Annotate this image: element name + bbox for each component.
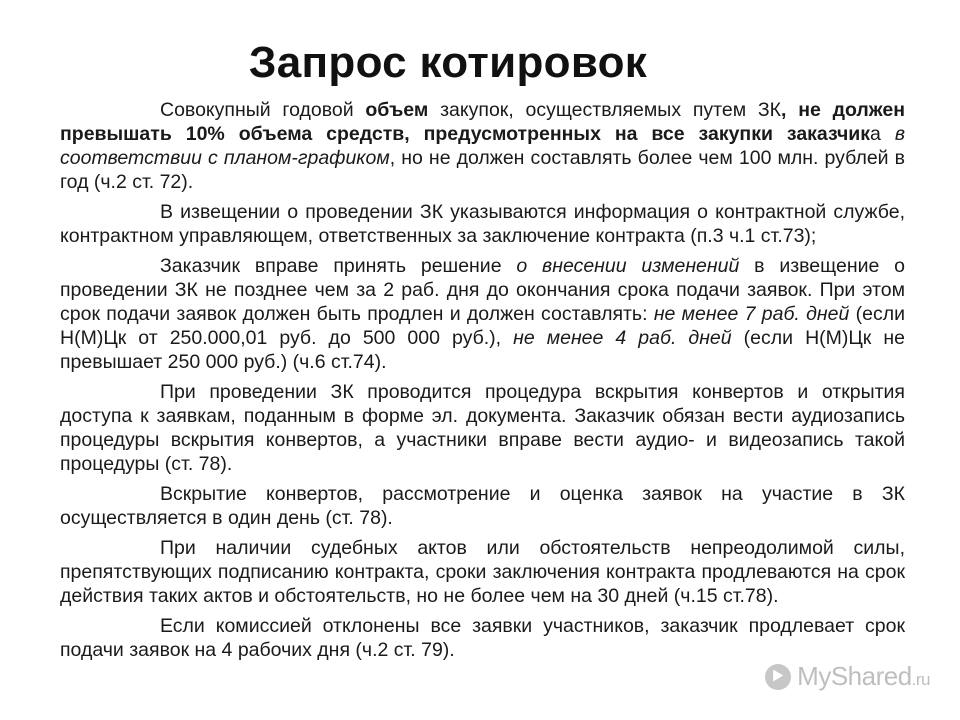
text-run: При проведении ЗК проводится процедура вскрытия конвертов и открытия доступа к заявкам, поданным в форме эл. документа. Заказчик обязан вести аудиозапись процедуры вскрытия конвертов, а участники вправе вести аудио- и видеозапись такой процедуры (ст. 78). <box>60 381 905 475</box>
text-run: В извещении о проведении ЗК указываются информация о контрактной службе, контрактном управляющем, ответственных за заключение контракта (п.3 ч.1 ст.73); <box>60 201 905 247</box>
text-run: (если Н(М)Цк от 250.000,01 руб. до 500 000 руб.), <box>60 303 905 349</box>
paragraph <box>60 536 905 608</box>
text-run: (если Н(М)Цк не превышает 250 000 руб.) (ч.6 ст.74). <box>60 327 905 373</box>
paragraph <box>60 614 905 662</box>
text-run: а <box>870 123 895 145</box>
italic-run: о внесении изменений <box>516 255 740 277</box>
text-run: в извещение о проведении ЗК не позднее чем за 2 раб. дня до окончания срока подачи заявок. При этом срок подачи заявок должен быть продлен и должен составлять: <box>60 255 905 325</box>
italic-run: не менее 4 раб. дней <box>513 327 732 349</box>
watermark <box>765 661 930 692</box>
paragraph <box>60 98 905 194</box>
text-run: Если комиссией отклонены все заявки участников, заказчик продлевает срок подачи заявок на 4 рабочих дня (ч.2 ст. 79). <box>60 615 905 661</box>
italic-run: в соответствии с планом-графиком <box>60 123 905 169</box>
text-run: При наличии судебных актов или обстоятельств непреодолимой силы, препятствующих подписанию контракта, сроки заключения контракта продлеваются на срок действия таких актов и обстоятельств, но не более чем на 30 дней (ч.15 ст.78). <box>60 537 905 607</box>
slide-title: Запрос котировок <box>248 38 648 87</box>
paragraph <box>60 200 905 248</box>
slide-body <box>60 98 905 668</box>
text-run: Вскрытие конвертов, рассмотрение и оценка заявок на участие в ЗК осуществляется в один день (ст. 78). <box>60 483 905 529</box>
italic-run: не менее 7 раб. дней <box>653 303 850 325</box>
text-run: , но не должен составлять более чем 100 млн. рублей в год (ч.2 ст. 72). <box>60 147 905 193</box>
paragraph <box>60 482 905 530</box>
text-run: Совокупный годовой <box>160 99 366 121</box>
paragraph <box>60 380 905 476</box>
bold-run: , не должен превышать 10% объема средств, предусмотренных на все закупки заказчик <box>60 99 905 145</box>
text-run: закупок, осуществляемых путем ЗК <box>428 99 782 121</box>
play-logo-icon <box>765 664 791 690</box>
bold-run: объем <box>365 99 429 121</box>
text-run: Заказчик вправе принять решение <box>160 255 517 277</box>
watermark-text: MyShared.ru <box>797 661 930 691</box>
paragraph <box>60 254 905 374</box>
